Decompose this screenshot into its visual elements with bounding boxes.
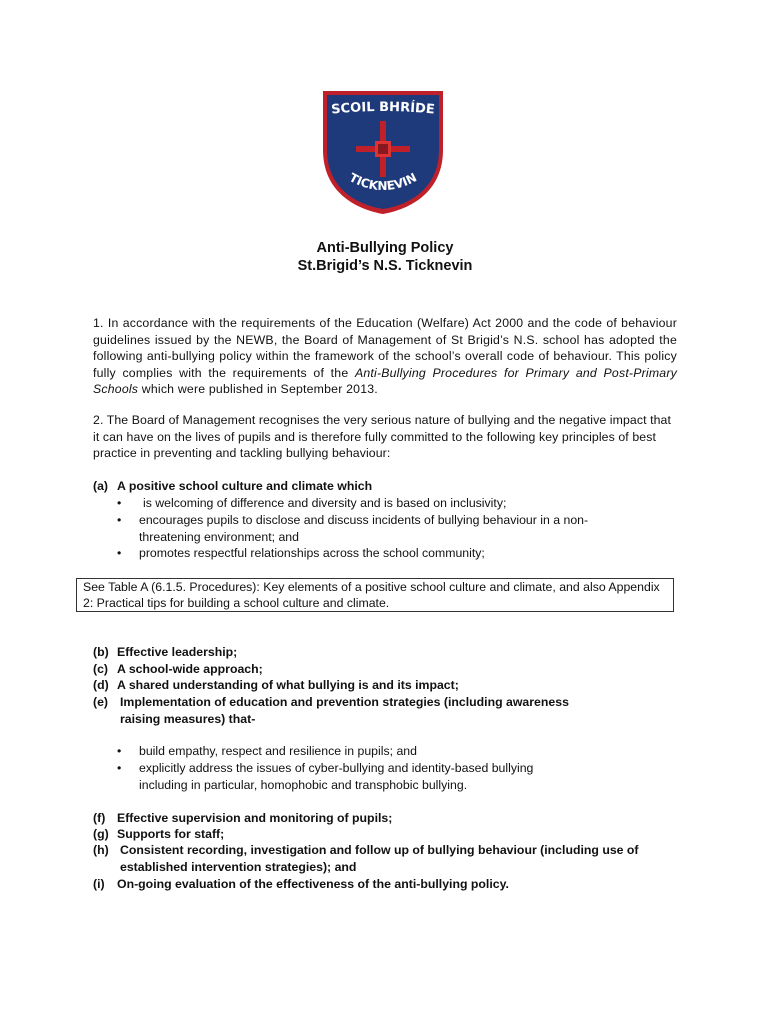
list-item: • build empathy, respect and resilience in pupils; and xyxy=(117,744,417,758)
crest-bottom-text: TICKNEVIN xyxy=(346,170,420,194)
page-title: Anti-Bullying Policy xyxy=(316,240,454,256)
principle-e: (e) Implementation of education and prevention strategies (including awareness raising measures) that- xyxy=(93,695,569,726)
list-item: • is welcoming of difference and diversity and is based on inclusivity; xyxy=(117,496,507,510)
crest-top-text: SCOIL BHRÍDE xyxy=(330,99,436,118)
list-item: • explicitly address the issues of cyber-bullying and identity-based bullying including in particular, homophobic and transphobic bullying. xyxy=(117,761,534,792)
paragraph-2: 2. The Board of Management recognises the very serious nature of bullying and the negative impact that it can have on the lives of pupils and is therefore fully committed to the following key principles of best practice in preventing and tackling bullying behaviour: xyxy=(93,413,672,460)
note-box: See Table A (6.1.5. Procedures): Key elements of a positive school culture and climate, and also Appendix 2: Practical tips for building a school culture and climate. xyxy=(76,578,674,612)
principle-a: (a) A positive school culture and climate which xyxy=(93,479,373,493)
principle-b: (b) Effective leadership; xyxy=(93,645,238,659)
principle-d: (d) A shared understanding of what bullying is and its impact; xyxy=(93,678,459,692)
principle-h: (h) Consistent recording, investigation and follow up of bullying behaviour (including use of established intervention strategies); and xyxy=(93,843,639,874)
procedures-title: Anti-Bullying Procedures for Primary and Post-Primary Schools xyxy=(93,365,677,396)
list-item: • promotes respectful relationships across the school community; xyxy=(117,546,485,560)
principle-c: (c) A school-wide approach; xyxy=(93,662,263,676)
list-item: • encourages pupils to disclose and discuss incidents of bullying behaviour in a non-threatening environment; and xyxy=(117,513,589,544)
paragraph-1: 1. In accordance with the requirements of the Education (Welfare) Act 2000 and the code of behaviour guidelines issued by the NEWB, the Board of Management of St Brigid’s N.S. school has adopted the following anti-bullying policy within the framework of the school’s overall code of behaviour. This policy fully complies with the requirements of the Anti-Bullying Procedures for Primary and Post-Primary Schools which were published in September 2013. xyxy=(93,316,677,396)
school-crest-logo xyxy=(320,88,446,216)
principle-f: (f) Effective supervision and monitoring of pupils; xyxy=(93,811,393,825)
principle-g: (g) Supports for staff; xyxy=(93,827,225,841)
principle-i: (i) On-going evaluation of the effectiveness of the anti-bullying policy. xyxy=(93,877,509,891)
page-subtitle: St.Brigid’s N.S. Ticknevin xyxy=(297,258,473,274)
